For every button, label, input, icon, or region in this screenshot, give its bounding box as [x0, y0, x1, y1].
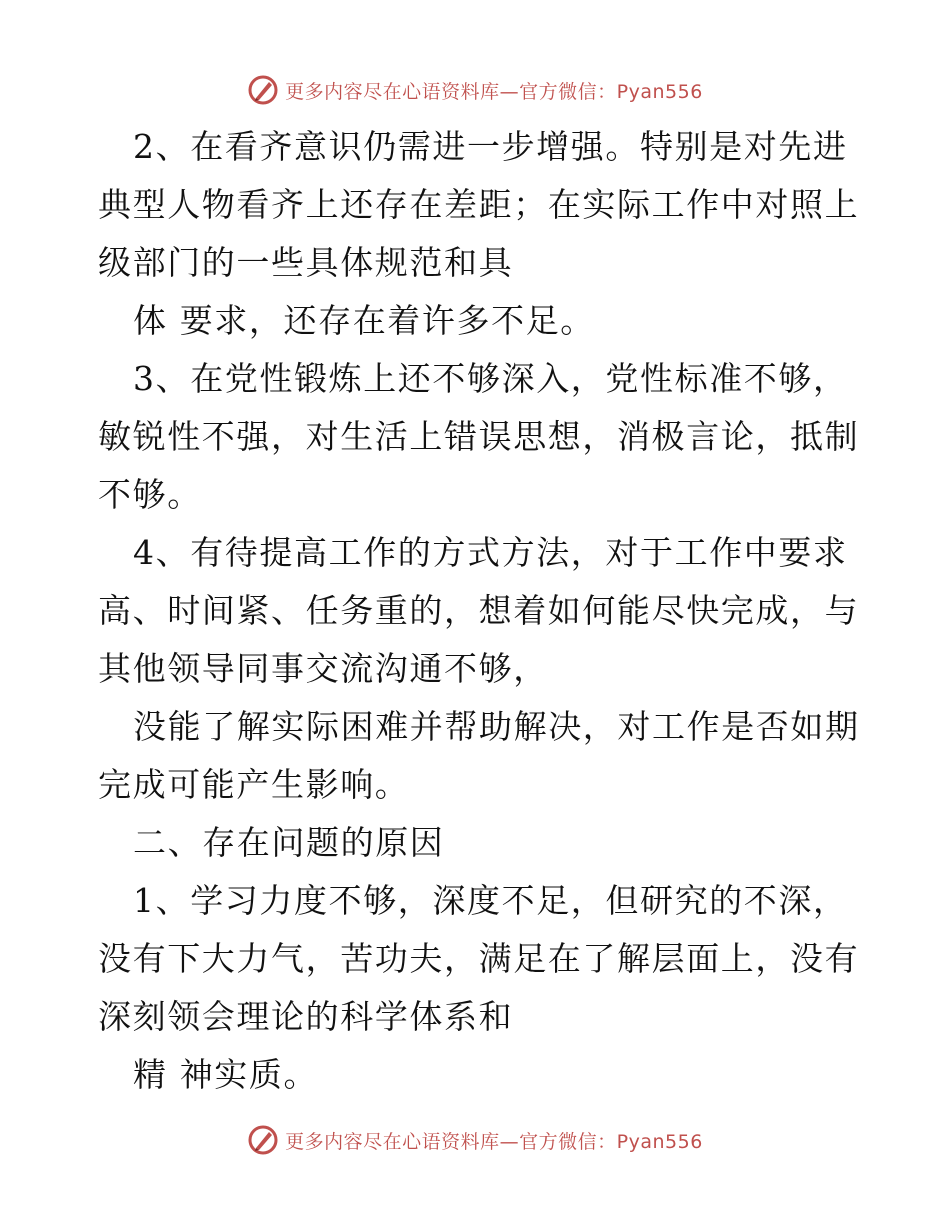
text-line: 高、时间紧、任务重的，想着如何能尽快完成，与: [98, 591, 860, 630]
section-heading: 二、存在问题的原因: [133, 823, 445, 862]
footer-watermark: [0, 1120, 950, 1160]
text-line: 级部门的一些具体规范和具: [98, 243, 514, 282]
text-line: 1、学习力度不够，深度不足，但研究的不深，: [133, 881, 848, 920]
text-line: 敏锐性不强，对生活上错误思想，消极言论，抵制: [98, 417, 860, 456]
text-line: 没能了解实际困难并帮助解决，对工作是否如期: [133, 707, 860, 746]
text-line: 没有下大力气，苦功夫，满足在了解层面上，没有: [98, 939, 860, 978]
text-line: 深刻领会理论的科学体系和: [98, 997, 514, 1036]
text-line: 2、在看齐意识仍需进一步增强。特别是对先进: [133, 127, 848, 166]
text-line: 4、有待提高工作的方式方法，对于工作中要求: [133, 533, 848, 572]
text-line: 不够。: [98, 475, 202, 514]
text-line: 典型人物看齐上还存在差距；在实际工作中对照上: [98, 185, 860, 224]
text-line: 其他领导同事交流沟通不够，: [98, 649, 548, 688]
text-line: 3、在党性锻炼上还不够深入，党性标准不够，: [133, 359, 848, 398]
text-line: 精 神实质。: [133, 1055, 319, 1094]
pen-logo-icon: [247, 1124, 279, 1156]
text-line: 体 要求，还存在着许多不足。: [133, 301, 595, 340]
watermark-text: 更多内容尽在心语资料库—官方微信：Pyan556: [285, 80, 703, 103]
text-line: 完成可能产生影响。: [98, 765, 410, 804]
watermark-text: 更多内容尽在心语资料库—官方微信：Pyan556: [285, 1130, 703, 1153]
